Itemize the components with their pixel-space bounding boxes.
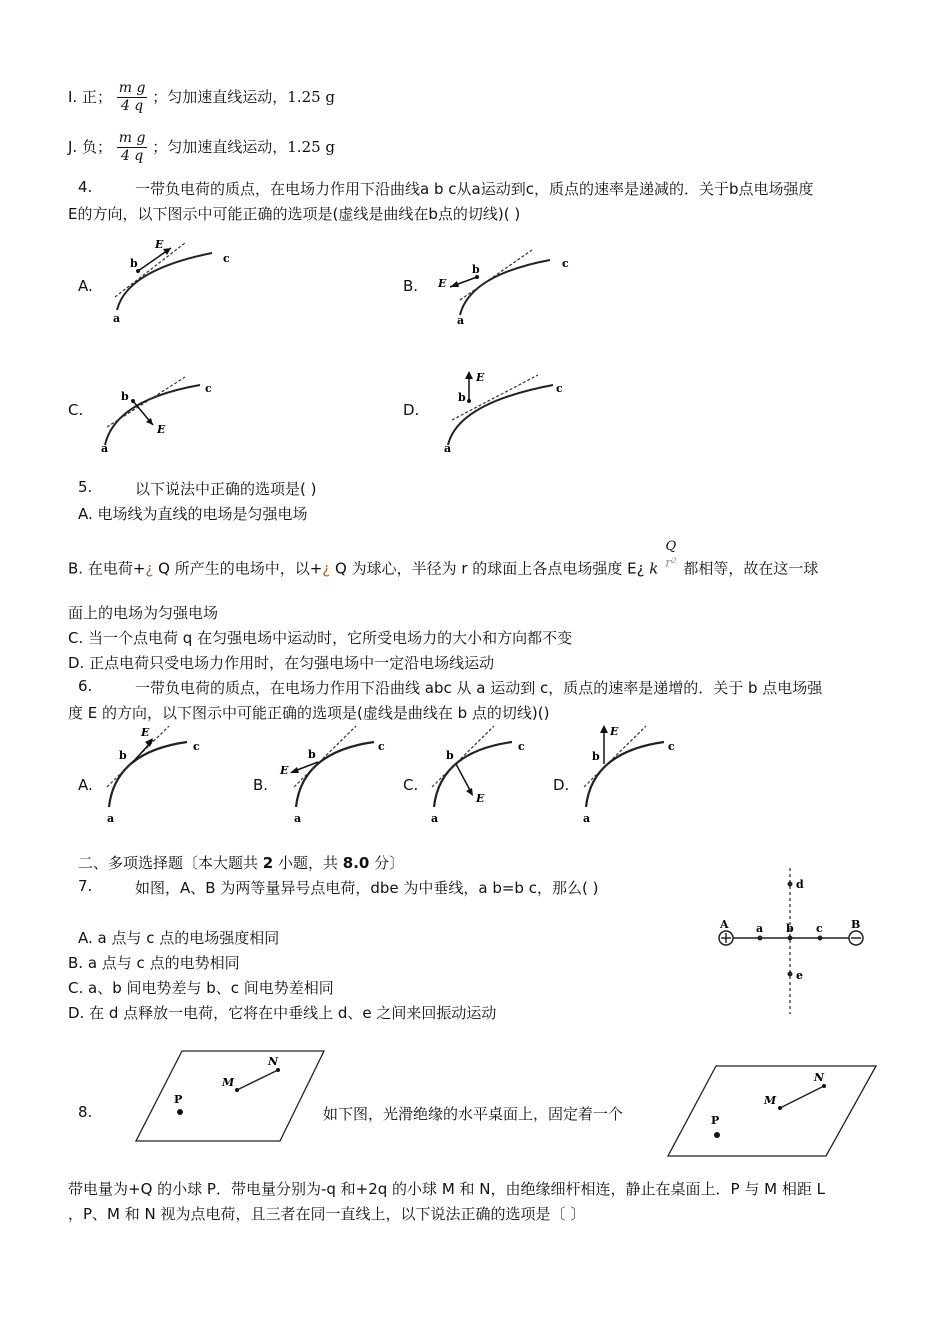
q4-option-a-label: A. xyxy=(78,277,93,295)
heading-text: 小题，共 xyxy=(273,854,343,872)
q6-figure-b xyxy=(278,722,393,827)
q6-option-d-label: D. xyxy=(553,776,570,794)
label-b: b xyxy=(472,263,480,276)
label-m: M xyxy=(222,1076,235,1089)
q5-b-post: 都相等，故在这一球 xyxy=(678,559,819,578)
q7-stem: 如图，A、B 为两等量异号点电荷，dbe 为中垂线，a b=b c，那么( ) xyxy=(135,879,599,897)
q5-option-a: A. 电场线为直线的电场是匀强电场 xyxy=(78,505,308,523)
label-c: c xyxy=(518,740,525,753)
label-a: a xyxy=(457,314,465,327)
glyph-artifact: ¿ xyxy=(145,559,154,578)
q6-number: 6. xyxy=(78,677,93,695)
label-b: b xyxy=(121,390,129,403)
total-score: 8.0 xyxy=(342,854,370,872)
label-a: a xyxy=(431,812,439,825)
q4-option-d-label: D. xyxy=(403,401,420,419)
question-count: 2 xyxy=(262,854,274,872)
q5-option-b-continued: 面上的电场为匀强电场 xyxy=(68,604,219,622)
point-e xyxy=(788,972,793,977)
label-e: E xyxy=(155,238,164,251)
fraction-denominator: 4 q xyxy=(120,98,144,114)
label-c: c xyxy=(193,740,200,753)
label-a: a xyxy=(294,812,302,825)
q8-number: 8. xyxy=(78,1103,93,1121)
label-e: E xyxy=(280,764,289,777)
arrowhead xyxy=(290,767,299,773)
arrowhead xyxy=(450,281,459,287)
label-b: b xyxy=(308,748,316,761)
label-b: b xyxy=(458,391,466,404)
point-b xyxy=(788,936,793,941)
point-b xyxy=(467,399,471,403)
q7-option-a: A. a 点与 c 点的电场强度相同 xyxy=(78,929,280,947)
label-a: a xyxy=(101,442,109,455)
label-b: b xyxy=(119,749,127,762)
q8-stem-line3: ，P、M 和 N 视为点电荷，且三者在同一直线上，以下说法正确的选项是〔 〕 xyxy=(68,1205,586,1223)
label-a: a xyxy=(444,442,452,455)
fraction-denominator: r² xyxy=(665,556,677,571)
section-heading xyxy=(78,852,404,873)
q4-stem-line1: 一带负电荷的质点，在电场力作用下沿曲线a b c从a运动到c，质点的速率是递减的．关于b点电场强度 xyxy=(135,180,814,198)
insulating-rod xyxy=(237,1070,278,1090)
label-n: N xyxy=(814,1071,825,1084)
q4-figure-a xyxy=(105,235,245,330)
label-n: N xyxy=(268,1055,279,1068)
label-e: E xyxy=(157,423,166,436)
point-a xyxy=(758,936,763,941)
q8-figure-right xyxy=(664,1060,882,1170)
ball-m xyxy=(778,1106,782,1110)
option-text: ；匀加速直线运动， xyxy=(152,88,288,106)
q6-option-a-label: A. xyxy=(78,776,93,794)
fraction-numerator: m g xyxy=(118,80,146,96)
ball-p xyxy=(714,1132,720,1138)
glyph-artifact: ¿ xyxy=(322,559,331,578)
q6-stem-line1: 一带负电荷的质点，在电场力作用下沿曲线 abc 从 a 运动到 c，质点的速率是递增的．关于 b 点电场强 xyxy=(135,679,823,697)
label-e: E xyxy=(610,725,619,738)
q4-stem-line2: E的方向，以下图示中可能正确的选项是(虚线是曲线在b点的切线)( ) xyxy=(68,205,521,223)
option-i xyxy=(68,80,335,115)
q5-b-mid1: Q 所产生的电场中，以+ xyxy=(153,559,323,578)
q5-b-k: k xyxy=(644,559,659,578)
option-value: 1.25 g xyxy=(287,88,336,106)
ball-p xyxy=(177,1109,183,1115)
tangent-line xyxy=(294,726,356,787)
label-p: P xyxy=(174,1093,183,1106)
q5-option-c: C. 当一个点电荷 q 在匀强电场中运动时，它所受电场力的大小和方向都不变 xyxy=(68,629,573,647)
q5-option-b xyxy=(68,539,819,586)
label-c: c xyxy=(205,382,212,395)
q7-option-d: D. 在 d 点释放一电荷，它将在中垂线上 d、e 之间来回振动运动 xyxy=(68,1004,497,1022)
label-e: e xyxy=(796,969,803,982)
label-m: M xyxy=(764,1094,777,1107)
label-e: E xyxy=(476,371,485,384)
option-sign: 负； xyxy=(81,138,112,156)
q6-figure-d xyxy=(580,722,690,827)
q7-dipole-figure xyxy=(708,866,878,1016)
q6-figure-c xyxy=(428,722,543,827)
label-c: c xyxy=(816,922,823,935)
label-a: a xyxy=(583,812,591,825)
q6-option-b-label: B. xyxy=(253,776,269,794)
q6-option-c-label: C. xyxy=(403,776,419,794)
option-j xyxy=(68,130,335,165)
q4-number: 4. xyxy=(78,178,93,196)
arrowhead xyxy=(145,738,153,747)
label-e: E xyxy=(141,726,150,739)
q7-option-c: C. a、b 间电势差与 b、c 间电势差相同 xyxy=(68,979,334,997)
q5-number: 5. xyxy=(78,478,93,496)
table-plane xyxy=(668,1066,876,1156)
q4-option-b-label: B. xyxy=(403,277,419,295)
q4-figure-b xyxy=(432,240,582,335)
arrowhead xyxy=(465,371,473,379)
label-b: b xyxy=(130,257,138,270)
ball-n xyxy=(822,1084,826,1088)
point-b xyxy=(131,399,135,403)
label-b: b xyxy=(786,922,794,935)
q5-b-pre: B. 在电荷+ xyxy=(68,559,146,578)
label-a: a xyxy=(113,312,121,325)
q8-stem-line2: 带电量为+Q 的小球 P．带电量分别为-q 和+2q 的小球 M 和 N，由绝缘细杆相连，静止在桌面上．P 与 M 相距 L xyxy=(68,1180,825,1198)
option-label: I. xyxy=(68,88,78,106)
label-c: c xyxy=(223,252,230,265)
option-value: 1.25 g xyxy=(287,138,336,156)
label-c: c xyxy=(378,740,385,753)
fraction-mg-4q xyxy=(117,130,148,165)
option-sign: 正； xyxy=(81,88,112,106)
q5-option-d: D. 正点电荷只受电场力作用时，在匀强电场中一定沿电场线运动 xyxy=(68,654,495,672)
insulating-rod xyxy=(780,1086,824,1108)
q6-figure-a xyxy=(103,722,213,827)
heading-text: 分〕 xyxy=(369,854,405,872)
q4-option-c-label: C. xyxy=(68,401,84,419)
label-b: b xyxy=(592,750,600,763)
label-c: c xyxy=(556,382,563,395)
q4-figure-c xyxy=(95,365,225,460)
q8-stem-inline: 如下图，光滑绝缘的水平桌面上，固定着一个 xyxy=(323,1105,624,1123)
label-c: c xyxy=(668,740,675,753)
fraction-denominator: 4 q xyxy=(120,148,144,164)
option-text: ；匀加速直线运动， xyxy=(152,138,288,156)
fraction-numerator: Q xyxy=(665,539,677,554)
q7-option-b: B. a 点与 c 点的电势相同 xyxy=(68,954,240,972)
label-A: A xyxy=(720,918,729,931)
q5-stem: 以下说法中正确的选项是( ) xyxy=(135,480,317,498)
fraction-mg-4q xyxy=(117,80,148,115)
q6-stem-line2: 度 E 的方向，以下图示中可能正确的选项是(虚线是曲线在 b 点的切线)() xyxy=(68,704,550,722)
arrowhead xyxy=(600,725,608,733)
label-d: d xyxy=(796,878,804,891)
arrowhead xyxy=(163,248,171,255)
q8-figure-left xyxy=(132,1045,330,1150)
fraction-q-r2 xyxy=(663,538,678,572)
label-a: a xyxy=(107,812,115,825)
table-plane xyxy=(136,1051,324,1141)
tangent-line xyxy=(115,243,185,297)
label-c: c xyxy=(562,257,569,270)
arrowhead xyxy=(146,418,153,425)
q4-figure-d xyxy=(438,365,578,460)
heading-text: 二、多项选择题〔本大题共 xyxy=(78,854,263,872)
label-p: P xyxy=(711,1114,720,1127)
label-B: B xyxy=(851,918,861,931)
tangent-line xyxy=(460,250,532,300)
fraction-numerator: m g xyxy=(118,130,146,146)
label-e: E xyxy=(438,277,447,290)
label-e: E xyxy=(476,792,485,805)
ball-n xyxy=(276,1068,280,1072)
point-c xyxy=(818,936,823,941)
option-label: J. xyxy=(68,138,78,156)
q5-b-mid2: Q 为球心，半径为 r 的球面上各点电场强度 E xyxy=(330,559,637,578)
ball-m xyxy=(235,1088,239,1092)
glyph-artifact: ¿ xyxy=(636,559,645,578)
q7-number: 7. xyxy=(78,877,93,895)
label-b: b xyxy=(446,749,454,762)
trajectory-curve xyxy=(105,385,200,445)
label-a: a xyxy=(756,922,764,935)
point-d xyxy=(788,882,793,887)
